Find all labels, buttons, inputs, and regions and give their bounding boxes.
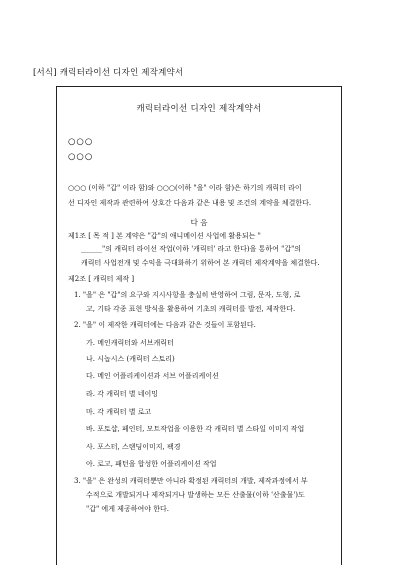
article1-line-1: 제1조 [ 목 적 ] 본 계약은 "갑"의 애니메이션 사업에 활용되는 " — [68, 232, 261, 240]
article1-line-3: 캐릭터 사업전개 및 수익을 극대화하기 위하여 본 캐릭터 제작계약을 체결한다. — [81, 259, 320, 267]
subitem-sa: 사. 포스터, 스탠딩이미지, 팩경 — [86, 443, 181, 451]
item3-line-3: "갑" 에게 제공하여야 한다. — [86, 505, 169, 513]
section-heading: 다 음 — [190, 218, 208, 227]
party-a-name: ○○○ — [68, 137, 94, 147]
article1-line-2: ______"의 캐릭터 라이선 작업(이하 '캐릭터' 라고 한다)을 통하여 "갑"의 — [81, 245, 302, 253]
item2: 2. "을" 이 제작한 캐릭터에는 다음과 같은 것들이 포함된다. — [74, 321, 256, 329]
intro-line-2: 선 디자인 제작과 관련하여 상호간 다음과 같은 내용 및 조건의 계약을 체결한다. — [68, 199, 312, 207]
intro-line-1: ○○○ (이하 "갑" 이라 함)와 ○○○(이하 "을" 이라 함)은 하기의 캐릭터 라이 — [68, 184, 302, 192]
item3-line-1: 3. "을" 은 완성의 캐릭터뿐만 아니라 확정된 캐릭터의 개발, 제작과정에서 부 — [74, 477, 308, 485]
item1-line-1: 1. "을" 은 "갑"의 요구와 지시사항을 충실히 반영하여 그림, 문자, 도형, 로 — [74, 291, 301, 299]
contract-document — [56, 86, 342, 565]
item3-line-2: 수적으로 개발되거나 제작되거나 발생하는 모든 산출물(이하 '산출물')도 — [86, 491, 305, 499]
article2-title: 제2조 [ 캐릭터 제작 ] — [68, 275, 135, 283]
subitem-na: 나. 시놉시스 (캐릭터 스토리) — [86, 355, 175, 363]
subitem-ba: 바. 포토샵, 페인터, 모트작업을 이용한 각 캐릭터 별 스타일 이미지 작업 — [86, 425, 305, 433]
form-label: [서식] 캐릭터라이선 디자인 제작계약서 — [33, 68, 184, 78]
subitem-a: 아. 로고, 패턴을 합성한 어플리케이션 작업 — [86, 460, 217, 468]
subitem-ra: 라. 각 캐릭터 별 네이밍 — [86, 390, 158, 398]
subitem-ga: 가. 메인캐릭터와 서브캐릭터 — [86, 339, 174, 347]
item1-line-2: 고, 기타 각종 표현 방식을 활용하여 기초의 캐릭터를 발전, 제작한다. — [86, 305, 296, 313]
party-b-name: ○○○ — [68, 152, 94, 162]
subitem-da: 다. 메인 어플리케이션과 서브 어플리케이션 — [86, 372, 219, 380]
subitem-ma: 마. 각 캐릭터 별 로고 — [86, 408, 152, 416]
document-title: 캐릭터라이선 디자인 제작계약서 — [136, 104, 262, 114]
